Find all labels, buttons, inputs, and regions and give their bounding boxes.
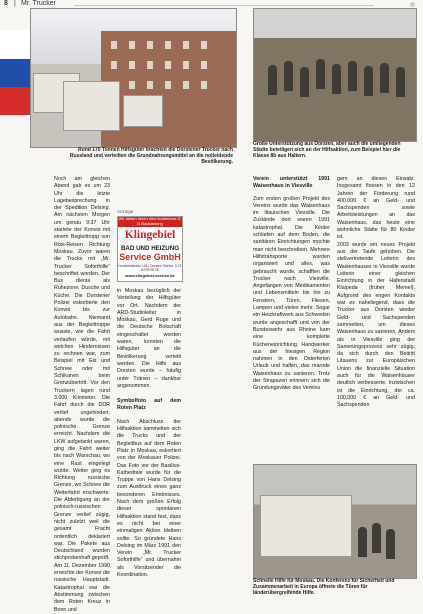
photo-window: [201, 41, 207, 49]
photo-person: [348, 61, 357, 91]
photo-window: [183, 61, 189, 69]
photo-window: [183, 81, 189, 89]
photo-person: [332, 64, 341, 94]
ad-address: Hohefeldstraße 108 | Dorsten Telefon: 0 23 62/99 99 28: [118, 264, 182, 272]
article-column-4: [337, 176, 415, 410]
photo-window: [129, 41, 135, 49]
ad-banner-text: Wir bieten Ihnen eine kostenlose 3-D-Badplanung: [118, 216, 182, 226]
photo-person: [316, 59, 325, 89]
ad-label: Anzeige: [117, 209, 134, 214]
photo-person: [396, 67, 405, 97]
photo-window: [147, 81, 153, 89]
page-number: 8: [4, 0, 8, 7]
photo-window: [147, 61, 153, 69]
photo-volunteers-group: [253, 8, 417, 142]
photo-window: [129, 81, 135, 89]
circle-icon: [410, 2, 415, 7]
photo-person: [380, 63, 389, 93]
photo-person: [364, 66, 373, 96]
photo-window: [111, 41, 117, 49]
photo-person: [386, 529, 395, 559]
subheading-viesville: Verein unterstützt 1991 Waisenhaus in Viesville: [253, 176, 330, 190]
photo-truck-convoy: [30, 8, 237, 148]
photo1-caption: Rund 170 Tonnen Hilfsgüter brachten die Dorstener Trucker nach Russland und verteilten die Grundnahrungsmittel an die notleidende Bevölkerung.: [69, 147, 233, 166]
ad-website-link[interactable]: www.klingebiel-service.de: [125, 273, 175, 278]
photo-window: [201, 81, 207, 89]
photo-truck: [63, 81, 120, 131]
advertisement-klingebiel[interactable]: [117, 216, 183, 282]
header-separator: |: [14, 0, 16, 7]
photo-window: [111, 61, 117, 69]
photo-window: [129, 61, 135, 69]
article-text: in Moskau bezüglich der Verteilung der Hilfsgüter vor Ort. Nachdem der ARD-Studioleiter in Moskau, Gerd Ruge und die Deutsche Botschaft eingeschaltet worden waren, konnten die Hilfsgüter an die Bevölkerung verteilt werden. Die Hilfe aus Dorsten wurde – häufig unter Tränen – dankbar angenommen.: [117, 288, 181, 389]
photo-window: [201, 61, 207, 69]
photo-person: [372, 523, 381, 553]
photo3-caption: Schnelle Hilfe für Moskau. Die Konferenz für Sicherheit und Zusammenarbeit in Europa öffnete die Türen für länderübergreifende Hilfe.: [253, 578, 395, 597]
article-column-1: [54, 176, 110, 614]
article-column-3: [253, 176, 330, 393]
article-text: gern an diesen Einsatz. Insgesamt flossen in den 12 Jahren der Förderung rund 400.000 € an Geld- und Sachspenden sowie Arbeitsleistungen an das Waisenhaus, das heute eine wohnliche Stätte für 80 Kinder ist. 2003 wurde ein neues Projekt aus der Taufe gehoben. Die stellvertretende Leiterin des Waisenhauses in Viesville wurde Leiterin einer gleichen Einrichtung in der Hafenstadt Klaipeda (früher Memel). Aufgrund des engen Kontakts war es naheliegend, dass die Trucker aus Dorsten wieder Geld- und Sachspenden sammelten, um dieses Waisenhaus zu sanieren. Anders als in Viesville ging der Sanierungsprozess sehr zügig, da sich durch den Beitritt Litauens zur Europäischen Union die finanzielle Situation auch für die Waisenhäuser deutlich verbesserte. Inzwischen ist die Einrichtung, der ca. 100.000 € an Geld- und Sachspenden: [337, 176, 415, 409]
ad-brand-logo: Klingebiel: [124, 229, 176, 241]
photo2-caption: Große Unterstützung aus Dorsten, aber auch die umliegenden Städte beteiligen sich an der Hilfsaktion, zum Beispiel hier die Klasse 8b aus Haltern.: [253, 141, 401, 160]
photo-window: [165, 81, 171, 89]
photo-window: [165, 41, 171, 49]
photo-person: [268, 65, 277, 95]
photo-person: [358, 527, 367, 557]
section-title: Mr. Trucker: [21, 0, 57, 7]
article-text: Nach Abschluss der Hilfsaktion sammelten sich die Trucks und der Begleitbus auf dem Roten Platz in Moskau, eskortiert von der Moskauer Polizei. Das Foto vor der Basilius-Kathedrale wurde für die Truppe von Hans Delsing zum Ausdruck eines ganz besonderen Erlebnisses. Nach dem großen Erfolg dieser spontanen Hilfsaktion stand fest, dass es nicht bei einer einmaligen Aktion bleiben sollte. So gründete Hans Delsing im März 1991 den Verein „Mr. Trucker Soforthilfe“ und übernahm als Vorsitzender die Koordination.: [117, 418, 181, 578]
photo-window: [147, 41, 153, 49]
photo-window: [165, 61, 171, 69]
article-text: Noch am gleichen Abend gab es um 23 Uhr die letzte Lagebesprechung in der Spedition Delsing. Am nächsten Morgen um genau 9:37 Uhr startete der Konvoi mit einem Begleittrupp von Rosi-Reisen Richtung Moskau. Zuvor waren die Trucks mit „Mr. Trucker Soforthilfe“ beschriftet worden. Der Bus diente als Ruhezone, Dusche und Küche. Die Dorstener Polizei eskortierte den Konvoi bis zur Autobahn. Niemand aus der Begleittruppe wusste, wie die Fahrt verlaufen würde, mit welchen Hindernissen zu rechnen war, zum Beispiel mit Eis und Schnee oder mit Schikanen beim Grenzübertritt. Vor den Truckern lagen rund 3.000 Kilometer. Die Fahrt durch die DDR verlief ungehindert, abends wurde die polnische Grenze erreicht. Nachdem die LKW aufgetankt waren, ging die Fahrt weiter bis nach Warschau, wo eine Rast eingelegt wurde. Weiter ging es Richtung russische Grenze, wo Schnee die Weiterfahrt erschwerte. Die Abfertigung an der polnisch-russischen Grenze verlief zügig, nicht zuletzt weil die gesamt Fracht ordentlich deklariert war. Die Pakete aus Deutschland wurden stichprobenhaft geprüft. Am 11. Dezember 1990 erreichte der Konvoi die russische Hauptstadt. Katastrophal war die Abstimmung zwischen dem Roten Kreuz in Bonn und: [54, 176, 110, 613]
photo-person: [284, 61, 293, 91]
photo-truck: [260, 495, 352, 557]
article-text: Zum ersten großen Projekt des Vereins wurde das Waisenhaus im litauischen Viesville. Die Zustände dort waren 1991 katastrophal. Die Kinder schliefen auf dem Boden, die sanitären Einrichtungen mochte man nicht beschreiben. Mehrere Hilfstransporte wurden organisiert und alles, was gebraucht wurde, schafften die Trucker nach Viesville. Angefangen von Medikamenten und Lebensmitteln bis hin zu Fenstern, Türen, Fliesen, Lampen und vieles mehr. Sogar ein Heizkraftwerk aus Schweden wurde angeschafft und von der Bundeswehr aus Rheine kam eine komplette Kücheneinrichtung. Handwerker aus der hiesigen Region nahmen in den Osterferien Urlaub und halfen, das marode Waisenhaus zu sanieren. Trotz der Strapazen erinnern sich die Gründungsväter des Vereins: [253, 195, 330, 392]
header-rule: [74, 5, 374, 6]
photo-window: [183, 41, 189, 49]
photo-moscow-aid: [253, 464, 417, 579]
photo-building: [101, 31, 236, 147]
ad-line-1: BAD UND HEIZUNG: [120, 245, 180, 252]
subheading-red-square: Symbolfoto auf dem Roten Platz: [117, 398, 181, 412]
photo-person: [300, 67, 309, 97]
ad-line-2: Service GmbH: [119, 252, 181, 262]
photo-truck: [123, 95, 163, 127]
